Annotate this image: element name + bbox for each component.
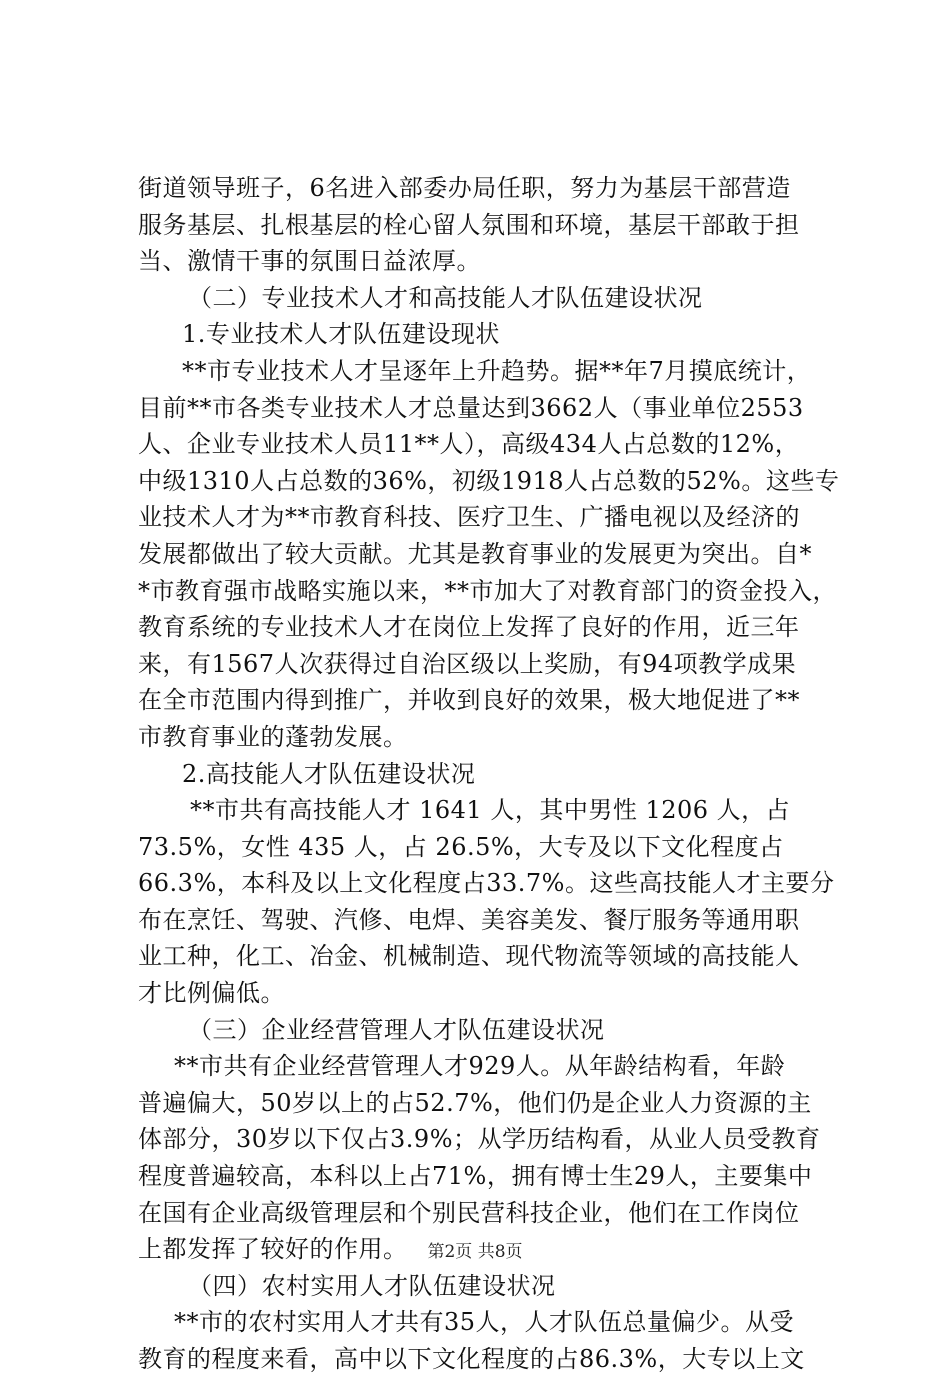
text-line: 66.3%，本科及以上文化程度占33.7%。这些高技能人才主要分: [138, 869, 835, 898]
document-body: [138, 170, 840, 1378]
text-line: 在国有企业高级管理层和个别民营科技企业，他们在工作岗位: [138, 1198, 800, 1227]
text-line: 73.5%，女性 435 人，占 26.5%，大专及以下文化程度占: [138, 832, 784, 861]
text-line: 布在烹饪、驾驶、汽修、电焊、美容美发、餐厅服务等通用职: [138, 905, 800, 934]
text-line: *市教育强市战略实施以来，**市加大了对教育部门的资金投入，: [138, 576, 837, 605]
text-line: 市教育事业的蓬勃发展。: [138, 722, 408, 751]
text-line: 上都发挥了较好的作用。: [138, 1235, 408, 1264]
text-line: 服务基层、扎根基层的栓心留人氛围和环境，基层干部敢于担: [138, 210, 800, 239]
text-line: 中级1310人占总数的36%，初级1918人占总数的52%。这些专: [138, 466, 840, 495]
page-footer: [0, 1240, 950, 1264]
text-line: 程度普遍较高，本科以上占71%，拥有博士生29人，主要集中: [138, 1162, 813, 1191]
text-line: **市的农村实用人才共有35人，人才队伍总量偏少。从受: [174, 1308, 795, 1337]
section-heading-4: （四）农村实用人才队伍建设状况: [188, 1271, 556, 1300]
text-line: 在全市范围内得到推广，并收到良好的效果，极大地促进了**: [138, 686, 800, 715]
text-line: 业技术人才为**市教育科技、医疗卫生、广播电视以及经济的: [138, 503, 800, 532]
text-line: **市专业技术人才呈逐年上升趋势。据**年7月摸底统计，: [182, 356, 812, 385]
text-line: **市共有高技能人才 1641 人，其中男性 1206 人，占: [190, 796, 791, 825]
subsection-heading-1: 1.专业技术人才队伍建设现状: [182, 320, 500, 349]
page-number-label: 第2页 共8页: [427, 1242, 523, 1262]
text-line: **市共有企业经营管理人才929人。从年龄结构看，年龄: [174, 1052, 786, 1081]
text-line: 目前**市各类专业技术人才总量达到3662人（事业单位2553: [138, 393, 804, 422]
text-line: 当、激情干事的氛围日益浓厚。: [138, 247, 481, 276]
text-line: 才比例偏低。: [138, 979, 285, 1008]
text-line: 发展都做出了较大贡献。尤其是教育事业的发展更为突出。自*: [138, 539, 812, 568]
text-line: 业工种，化工、冶金、机械制造、现代物流等领域的高技能人: [138, 942, 800, 971]
text-line: 来，有1567人次获得过自治区级以上奖励，有94项教学成果: [138, 649, 797, 678]
section-heading-3: （三）企业经营管理人才队伍建设状况: [188, 1015, 605, 1044]
text-line: 教育系统的专业技术人才在岗位上发挥了良好的作用，近三年: [138, 613, 800, 642]
text-line: 街道领导班子，6名进入部委办局任职，努力为基层干部营造: [138, 174, 791, 202]
text-line: 人、企业专业技术人员11**人），高级434人占总数的12%，: [138, 430, 800, 459]
subsection-heading-2: 2.高技能人才队伍建设状况: [182, 759, 476, 788]
text-line: 普遍偏大，50岁以上的占52.7%，他们仍是企业人力资源的主: [138, 1088, 812, 1117]
text-line: 教育的程度来看，高中以下文化程度的占86.3%，大专以上文: [138, 1345, 805, 1373]
text-line: 体部分，30岁以下仅占3.9%；从学历结构看，从业人员受教育: [138, 1125, 821, 1154]
section-heading-2: （二）专业技术人才和高技能人才队伍建设状况: [188, 283, 703, 312]
